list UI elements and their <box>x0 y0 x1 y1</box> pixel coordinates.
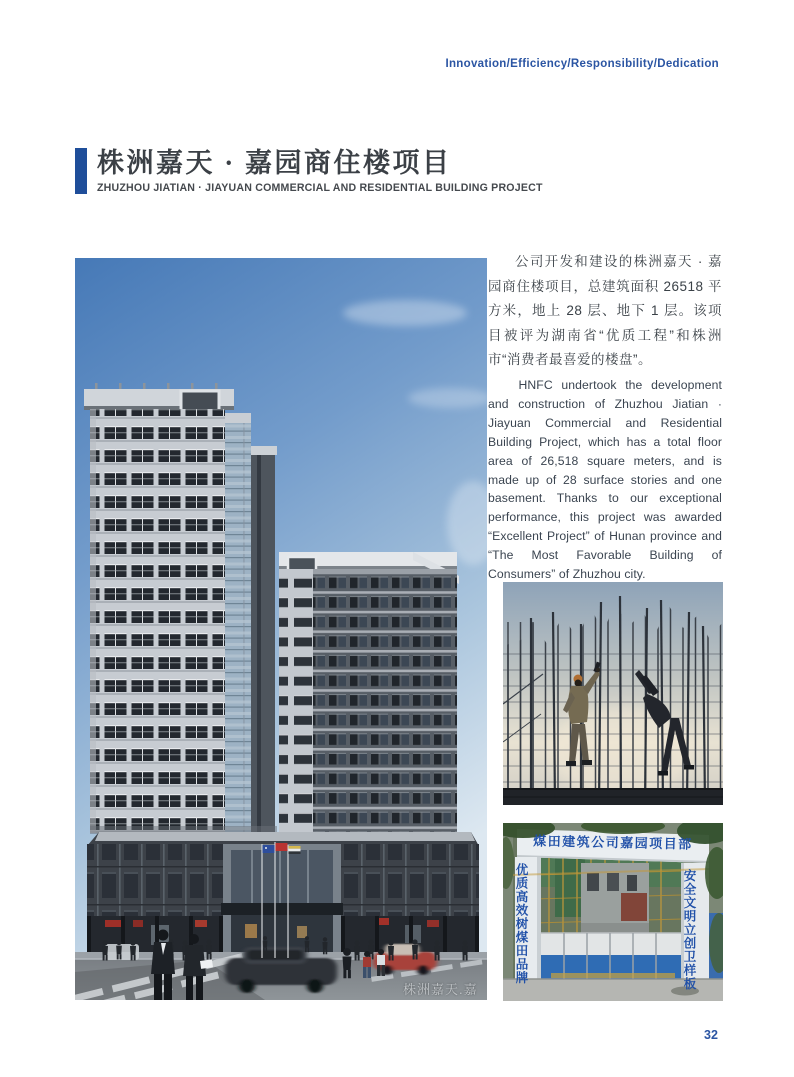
gate-banner-top: 煤田建筑公司嘉园项目部 <box>533 833 693 852</box>
gate-banner-right: 安全文明立创卫样板 <box>682 869 696 991</box>
site-gate-photo <box>503 823 723 1001</box>
paragraph-english: HNFC undertook the development and construction of Zhuzhou Jiatian · Jiayuan Commercial and Residential Building Project, which has a total floor area of 26,518 square meters, and is made up of 28 surface stories and one basement. Thanks to our exceptional performance, this project was awarded “Excellent Project” of Hunan province and “The Most Favorable Building of Consumers” of Zhuzhou city. <box>488 378 722 582</box>
right-tower <box>279 552 459 833</box>
page-number: 32 <box>704 1028 718 1042</box>
title-block <box>75 146 715 194</box>
building-rendering-image <box>75 258 487 1000</box>
paragraph-chinese: 公司开发和建设的株洲嘉天 · 嘉园商住楼项目，总建筑面积 26518 平方米，地上 28 层、地下 1 层。该项目被评为湖南省“优质工程”和株洲市“消费者最喜爱的楼盘”。 <box>488 254 722 367</box>
image-watermark: 株洲嘉天.嘉 <box>403 982 478 997</box>
construction-workers-photo <box>503 582 723 805</box>
gate-banner-left: 优质高效树煤田品牌 <box>514 863 528 985</box>
page-title-english: ZHUZHOU JIATIAN · JIAYUAN COMMERCIAL AND RESIDENTIAL BUILDING PROJECT <box>97 182 543 194</box>
building-rendering-art <box>75 258 487 1000</box>
page-title-chinese: 株洲嘉天 · 嘉园商住楼项目 <box>97 148 452 178</box>
header-motto: Innovation/Efficiency/Responsibility/Dedication <box>445 58 719 70</box>
title-accent-bar <box>75 148 87 194</box>
left-tower <box>84 383 277 834</box>
